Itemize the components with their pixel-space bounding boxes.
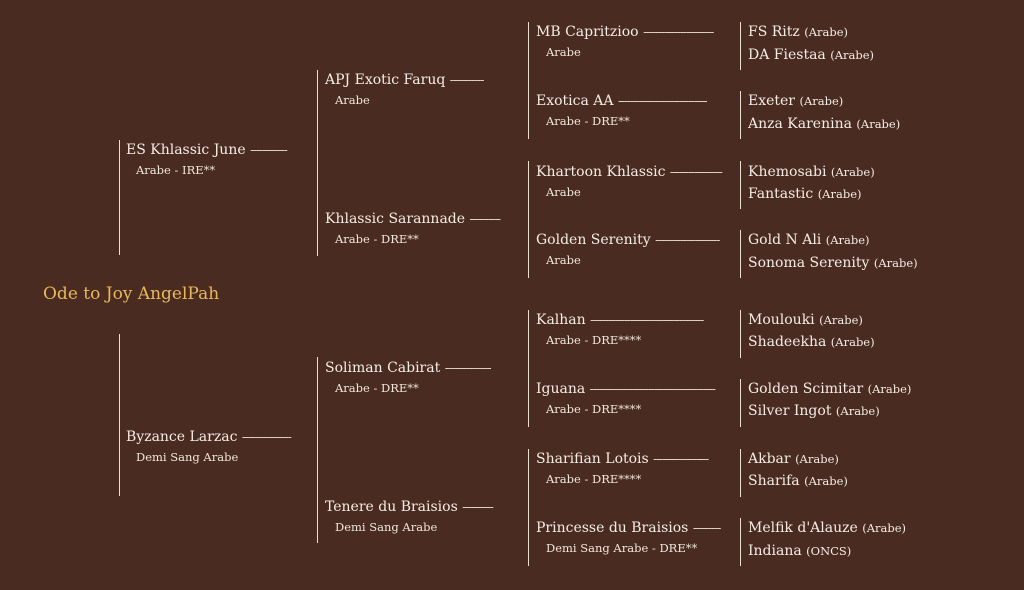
gen4-name: Silver Ingot	[748, 403, 832, 419]
bracket-gen2-2	[317, 357, 318, 543]
bracket-gen4-8	[740, 518, 741, 566]
gen4-item	[748, 473, 848, 489]
gen4-breed: (Arabe)	[830, 335, 875, 349]
gen4-item	[748, 116, 900, 132]
gen3-node: Exotica AA ----------------------------- Arabe - DRE**	[536, 93, 707, 128]
gen4-breed: (Arabe)	[862, 521, 907, 535]
gen4-name: Gold N Ali	[748, 232, 822, 248]
gen3-node: Golden Serenity --------------------- Arabe	[536, 232, 720, 267]
gen2-name: APJ Exotic Faruq	[325, 72, 446, 88]
gen3-name: Princesse du Braisios	[536, 520, 689, 536]
sire-breed: Arabe - IRE**	[136, 163, 216, 177]
bracket-gen4-4	[740, 230, 741, 278]
bracket-gen2-1	[317, 70, 318, 256]
gen4-item	[748, 164, 875, 180]
gen3-name: Iguana	[536, 381, 586, 397]
sire-name: ES Khlassic June	[126, 142, 246, 158]
gen4-name: Exeter	[748, 93, 796, 109]
gen4-item	[748, 255, 918, 271]
gen3-name: Exotica AA	[536, 93, 614, 109]
gen4-breed: (Arabe)	[825, 233, 870, 247]
dam-name: Byzance Larzac	[126, 429, 238, 445]
gen4-item	[748, 93, 843, 109]
bracket-gen1-bottom	[119, 334, 120, 496]
gen3-breed: Arabe - DRE****	[546, 472, 642, 486]
gen4-name: Sharifa	[748, 473, 800, 489]
gen4-breed: (Arabe)	[804, 474, 848, 488]
gen4-breed: (Arabe)	[799, 94, 844, 108]
bracket-gen4-1	[740, 22, 741, 70]
gen4-breed: (Arabe)	[867, 382, 912, 396]
gen4-item	[748, 451, 839, 467]
gen4-breed: (Arabe)	[830, 165, 875, 179]
gen2-breed: Arabe - DRE**	[335, 232, 419, 246]
bracket-gen3-1	[528, 22, 529, 139]
gen3-breed: Arabe - DRE**	[546, 114, 630, 128]
gen4-item	[748, 334, 875, 350]
gen4-name: Golden Scimitar	[748, 381, 864, 397]
gen4-breed: (Arabe)	[856, 117, 901, 131]
gen4-item	[748, 520, 906, 536]
sire-node: ES Khlassic June ------------ Arabe - IRE**	[126, 142, 287, 177]
gen4-name: Anza Karenina	[748, 116, 852, 132]
gen2-name: Soliman Cabirat	[325, 360, 441, 376]
gen3-breed: Arabe	[546, 253, 581, 267]
gen4-breed: (Arabe)	[804, 25, 849, 39]
bracket-gen4-5	[740, 310, 741, 358]
gen4-name: Khemosabi	[748, 164, 827, 180]
gen3-breed: Demi Sang Arabe - DRE**	[546, 541, 698, 555]
gen4-name: FS Ritz	[748, 24, 800, 40]
gen4-name: Indiana	[748, 543, 802, 559]
gen2-node: Khlassic Sarannade ---------- Arabe - DRE**	[325, 211, 501, 246]
gen3-name: Khartoon Khlassic	[536, 164, 666, 180]
gen2-breed: Arabe	[335, 93, 370, 107]
gen4-breed: (Arabe)	[873, 256, 918, 270]
gen4-name: Fantastic	[748, 186, 814, 202]
gen3-name: MB Capritzioo	[536, 24, 639, 40]
gen3-breed: Arabe - DRE****	[546, 333, 642, 347]
gen2-name: Tenere du Braisios	[325, 499, 458, 515]
root-horse-name: Ode to Joy AngelPah	[43, 284, 220, 304]
gen3-node: Kalhan ------------------------------------- Arabe - DRE****	[536, 312, 704, 347]
bracket-gen4-6	[740, 379, 741, 427]
gen4-breed: (ONCS)	[806, 544, 852, 558]
gen2-node: Soliman Cabirat --------------- Arabe - DRE**	[325, 360, 491, 395]
gen4-item	[748, 232, 870, 248]
gen4-breed: (Arabe)	[795, 452, 839, 466]
gen3-node: Khartoon Khlassic ----------------- Arabe	[536, 164, 722, 199]
gen4-name: DA Fiestaa	[748, 47, 826, 63]
dam-breed: Demi Sang Arabe	[136, 450, 239, 464]
gen4-name: Shadeekha	[748, 334, 827, 350]
gen3-breed: Arabe - DRE****	[546, 402, 642, 416]
gen4-item	[748, 186, 862, 202]
gen4-breed: (Arabe)	[817, 187, 862, 201]
gen4-item	[748, 403, 880, 419]
gen3-node: MB Capritzioo ----------------------- Arabe	[536, 24, 714, 59]
gen4-item	[748, 312, 863, 328]
bracket-gen4-2	[740, 91, 741, 139]
gen4-item	[748, 47, 874, 63]
bracket-gen4-7	[740, 449, 741, 497]
gen3-breed: Arabe	[546, 185, 581, 199]
gen4-name: Sonoma Serenity	[748, 255, 870, 271]
bracket-gen1-top	[119, 140, 120, 255]
gen3-breed: Arabe	[546, 45, 581, 59]
gen3-node: Sharifian Lotois ------------------ Arabe - DRE****	[536, 451, 709, 486]
gen3-node: Princesse du Braisios --------- Demi Sang Arabe - DRE**	[536, 520, 721, 555]
bracket-gen3-2	[528, 161, 529, 278]
bracket-gen4-3	[740, 161, 741, 209]
dam-node: Byzance Larzac ---------------- Demi Sang Arabe	[126, 429, 291, 464]
gen3-node: Iguana ----------------------------------------- Arabe - DRE****	[536, 381, 715, 416]
gen2-node: APJ Exotic Faruq ----------- Arabe	[325, 72, 484, 107]
gen3-name: Kalhan	[536, 312, 586, 328]
gen4-breed: (Arabe)	[830, 48, 875, 62]
gen4-name: Moulouki	[748, 312, 815, 328]
bracket-gen3-4	[528, 449, 529, 566]
gen4-name: Akbar	[748, 451, 791, 467]
gen4-breed: (Arabe)	[835, 404, 880, 418]
gen3-name: Sharifian Lotois	[536, 451, 649, 467]
gen4-item	[748, 24, 848, 40]
gen4-item	[748, 381, 911, 397]
gen4-breed: (Arabe)	[819, 313, 863, 327]
gen2-name: Khlassic Sarannade	[325, 211, 466, 227]
gen2-node: Tenere du Braisios ---------- Demi Sang Arabe	[325, 499, 493, 534]
gen4-name: Melfik d'Alauze	[748, 520, 858, 536]
bracket-gen3-3	[528, 310, 529, 427]
gen2-breed: Demi Sang Arabe	[335, 520, 438, 534]
gen2-breed: Arabe - DRE**	[335, 381, 419, 395]
gen4-item	[748, 543, 851, 559]
gen3-name: Golden Serenity	[536, 232, 651, 248]
